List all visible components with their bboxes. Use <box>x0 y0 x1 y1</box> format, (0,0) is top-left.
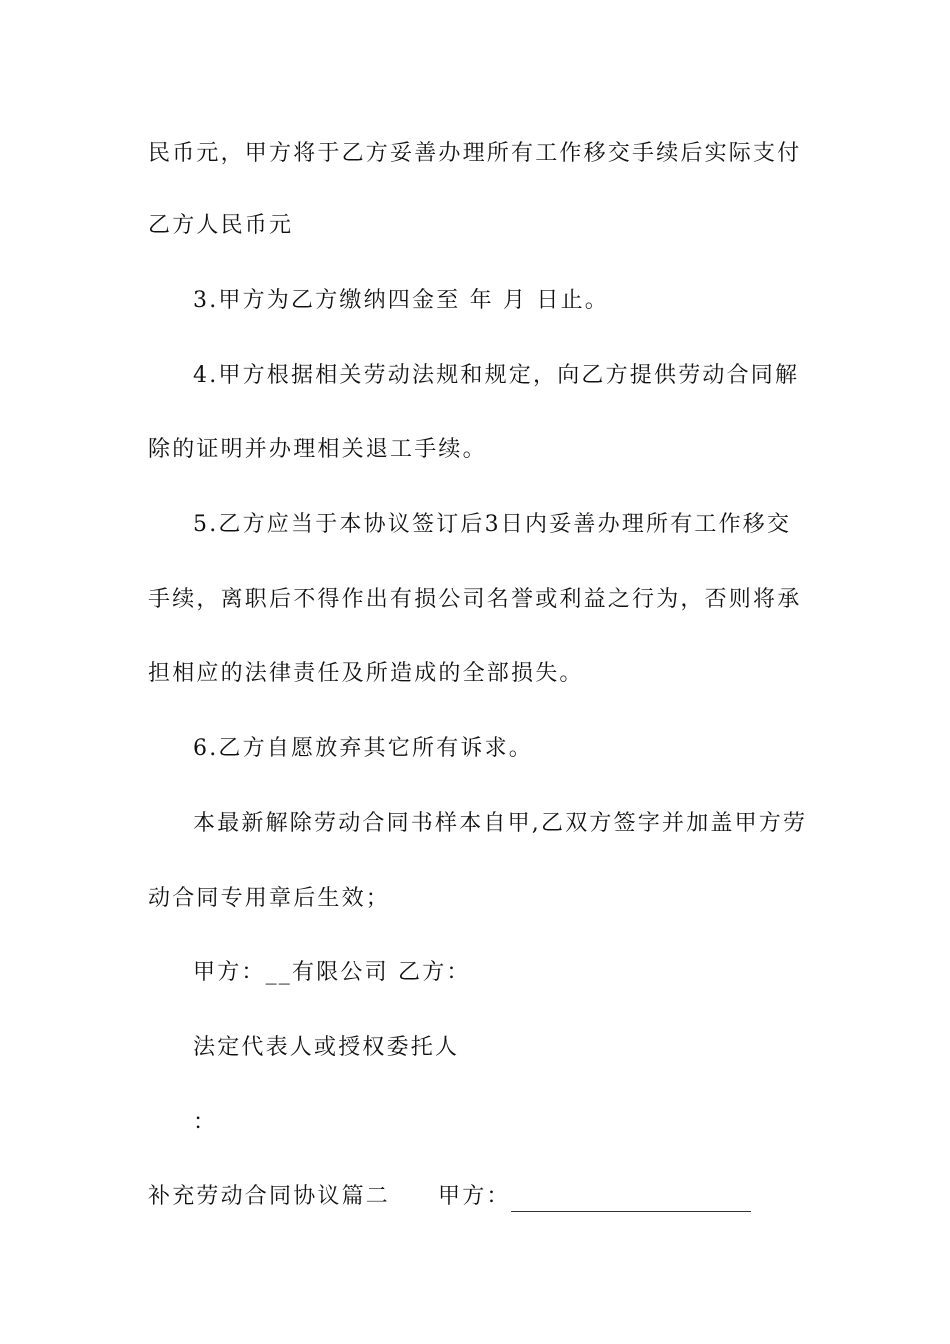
representative-label: 法定代表人或授权委托人 <box>193 1035 460 1060</box>
paragraph-line: 除的证明并办理相关退工手续。 <box>148 437 487 462</box>
party-a-blank-field <box>511 1187 751 1212</box>
paragraph-line: 动合同专用章后生效； <box>148 886 391 911</box>
clause-4: 4.甲方根据相关劳动法规和规定，向乙方提供劳动合同解 <box>193 363 800 388</box>
clause-3: 3.甲方为乙方缴纳四金至 年 月 日止。 <box>193 288 609 313</box>
paragraph-line: 手续，离职后不得作出有损公司名誉或利益之行为，否则将承 <box>148 587 802 612</box>
party-a-label: 甲方： <box>438 1184 511 1209</box>
paragraph-line: 乙方人民币元 <box>148 213 294 238</box>
effective-clause: 本最新解除劳动合同书样本自甲,乙双方签字并加盖甲方劳 <box>193 811 808 836</box>
colon-line: ： <box>193 1110 218 1135</box>
clause-5: 5.乙方应当于本协议签订后3日内妥善办理所有工作移交 <box>193 512 792 537</box>
party-signature-line: 甲方：__有限公司 乙方： <box>193 960 471 985</box>
section-heading-line <box>148 1182 751 1212</box>
paragraph-line: 民币元，甲方将于乙方妥善办理所有工作移交手续后实际支付 <box>148 141 802 166</box>
paragraph-line: 担相应的法律责任及所造成的全部损失。 <box>148 661 584 686</box>
clause-6: 6.乙方自愿放弃其它所有诉求。 <box>193 736 533 761</box>
section-title: 补充劳动合同协议篇二 <box>148 1184 391 1209</box>
